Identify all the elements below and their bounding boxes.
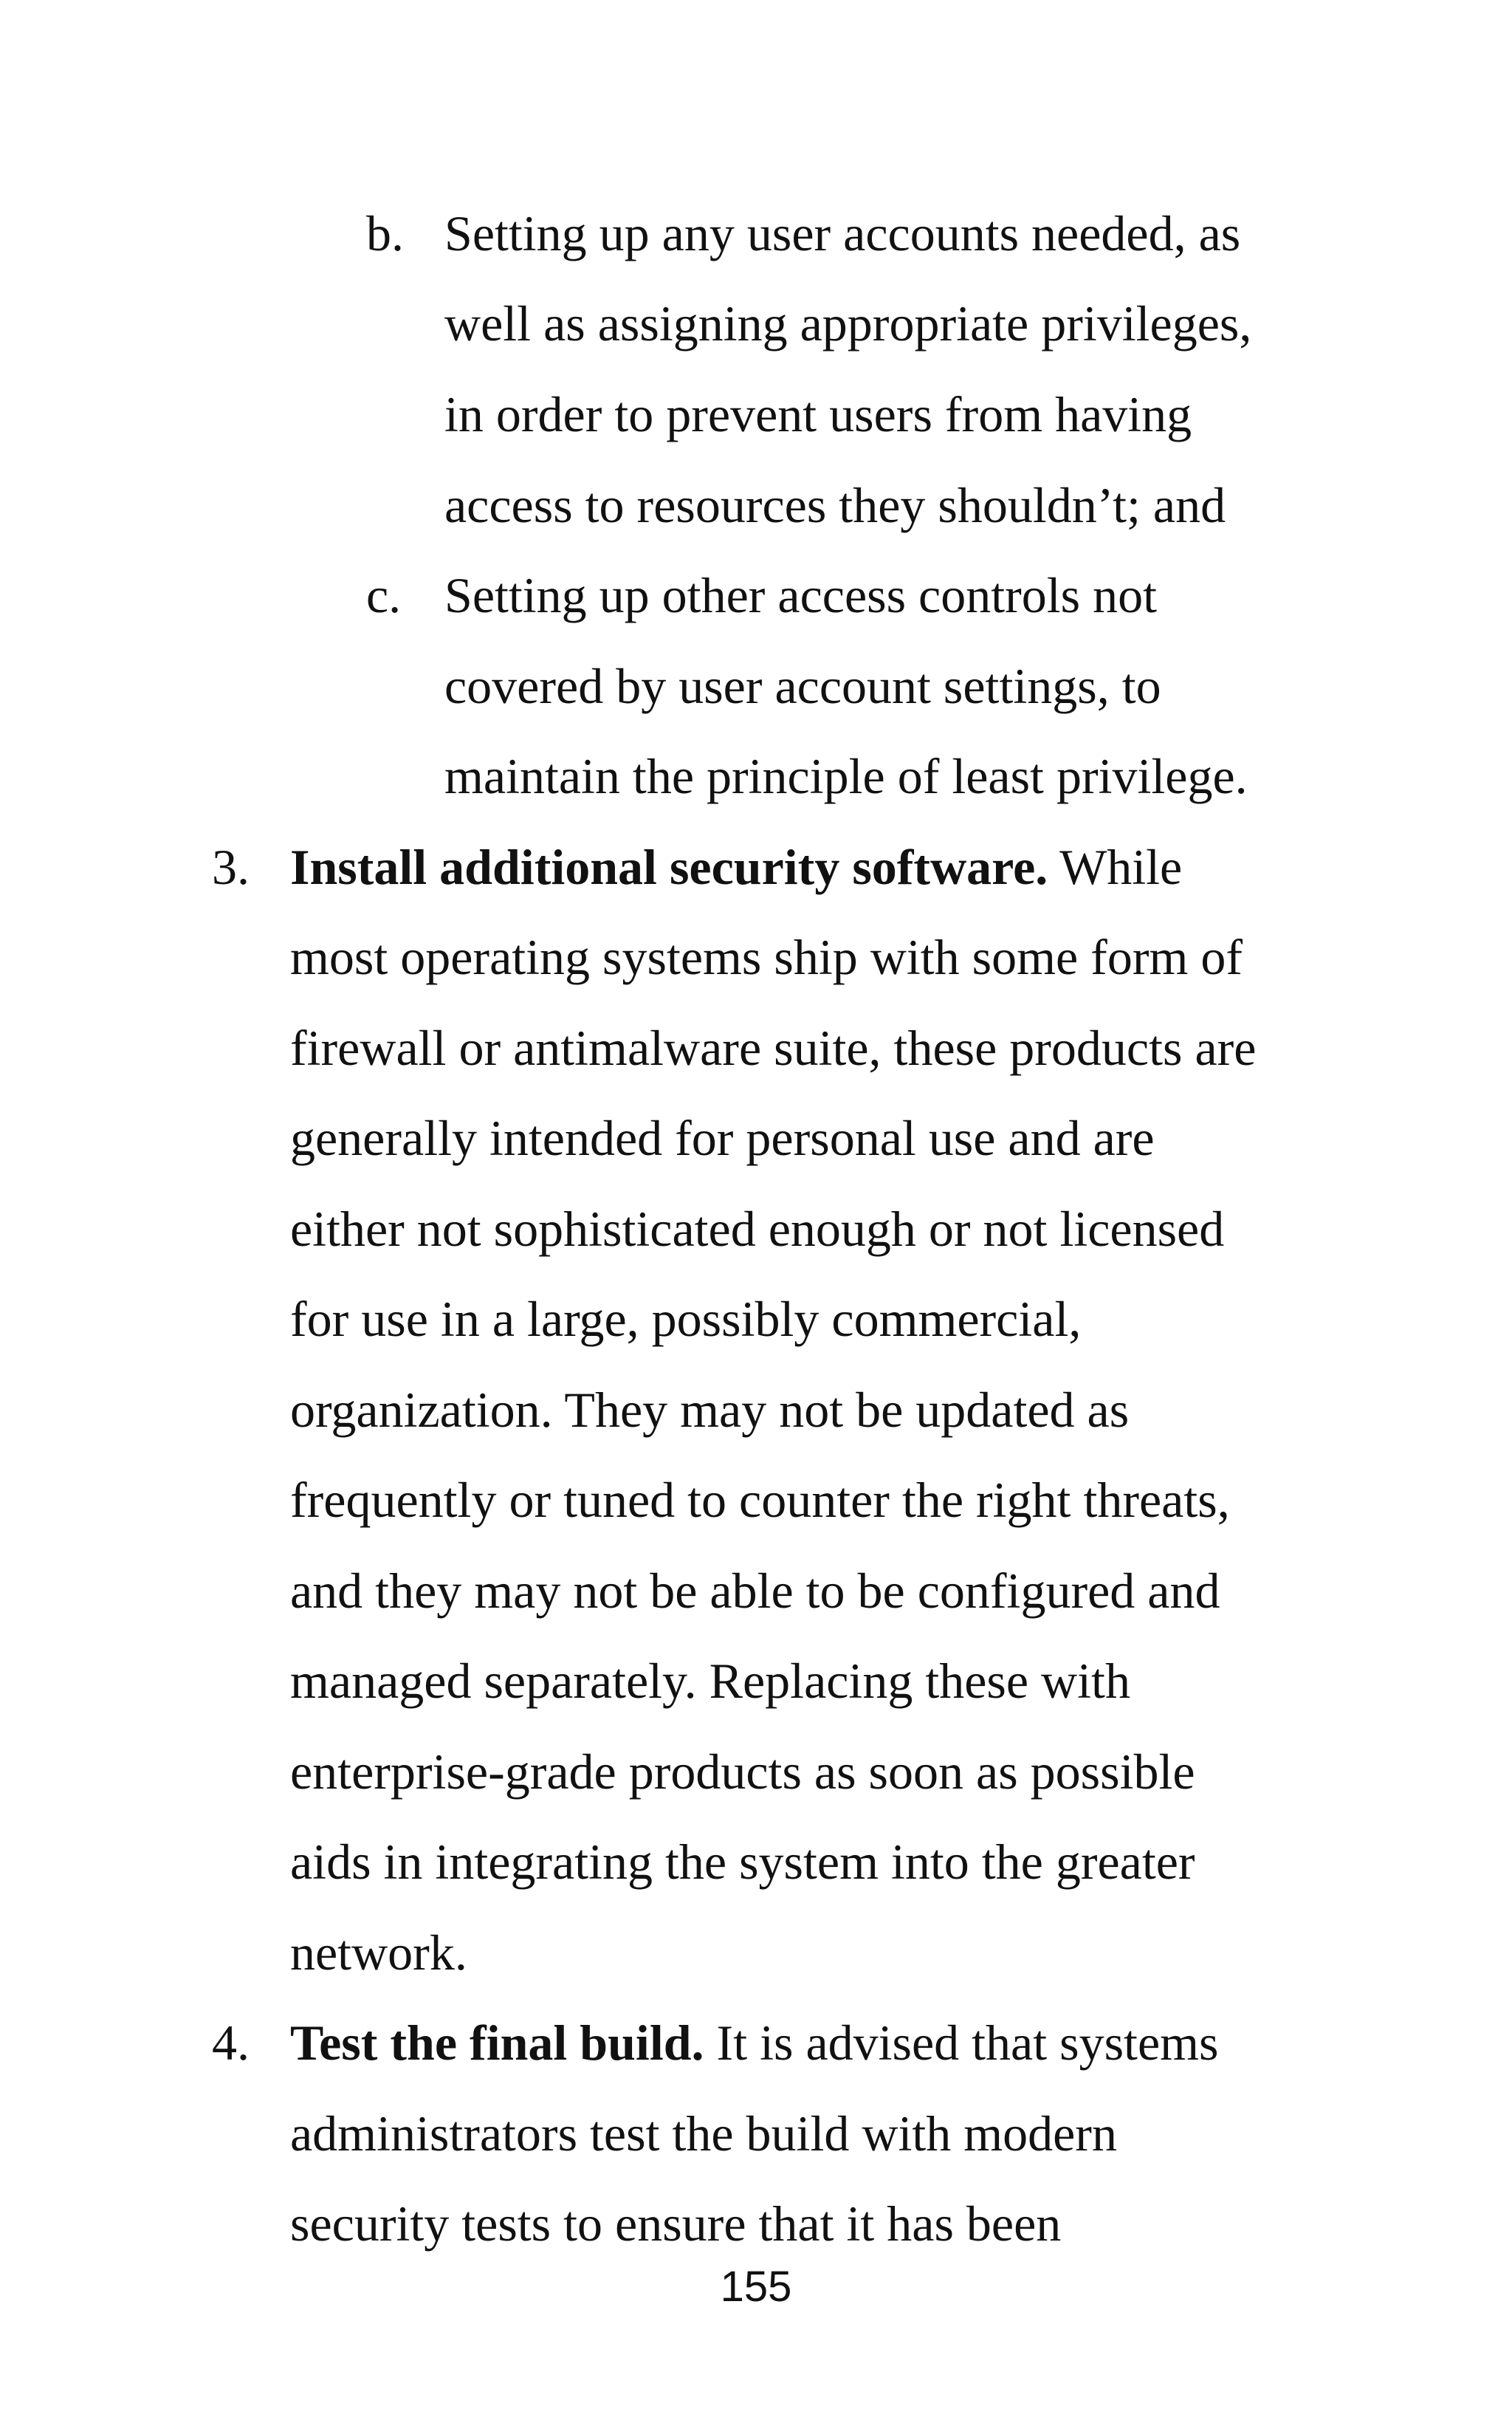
- text-line: frequently or tuned to counter the right threats,: [290, 1472, 1230, 1528]
- text-line: and they may not be able to be configured and: [290, 1563, 1220, 1619]
- list-marker-c: c.: [366, 567, 402, 623]
- list-marker-b: b.: [366, 205, 404, 261]
- text-line: most operating systems ship with some form of: [290, 929, 1243, 985]
- item-4-lead-rest: It is advised that systems: [704, 2015, 1219, 2071]
- text-line: enterprise-grade products as soon as possible: [290, 1744, 1195, 1800]
- item-3-lead-rest: While: [1048, 839, 1183, 895]
- text-line: managed separately. Replacing these with: [290, 1653, 1130, 1709]
- text-line: well as assigning appropriate privileges,: [444, 295, 1252, 352]
- text-line: either not sophisticated enough or not licensed: [290, 1201, 1225, 1257]
- text-line: in order to prevent users from having: [444, 386, 1192, 442]
- item-4-heading: Test the final build.: [290, 2015, 704, 2071]
- text-line: Setting up other access controls not: [444, 567, 1158, 623]
- item-3-heading: Install additional security software.: [290, 839, 1048, 895]
- text-line: administrators test the build with modern: [290, 2105, 1117, 2162]
- text-line: Setting up any user accounts needed, as: [444, 205, 1241, 261]
- list-marker-3: 3.: [212, 839, 250, 895]
- text-line: covered by user account settings, to: [444, 658, 1161, 714]
- text-line: security tests to ensure that it has been: [290, 2196, 1062, 2252]
- item-3-lead: [290, 839, 1183, 895]
- text-line: organization. They may not be updated as: [290, 1382, 1130, 1438]
- list-marker-4: 4.: [212, 2015, 250, 2071]
- text-line: maintain the principle of least privilege.: [444, 748, 1248, 804]
- text-line: access to resources they shouldn’t; and: [444, 477, 1226, 533]
- text-line: for use in a large, possibly commercial,: [290, 1291, 1082, 1347]
- item-4-lead: [290, 2015, 1219, 2071]
- text-line: network.: [290, 1924, 467, 1981]
- text-line: firewall or antimalware suite, these products are: [290, 1020, 1257, 1076]
- page-number: 155: [720, 2263, 792, 2311]
- text-line: generally intended for personal use and are: [290, 1110, 1155, 1166]
- text-line: aids in integrating the system into the greater: [290, 1834, 1195, 1890]
